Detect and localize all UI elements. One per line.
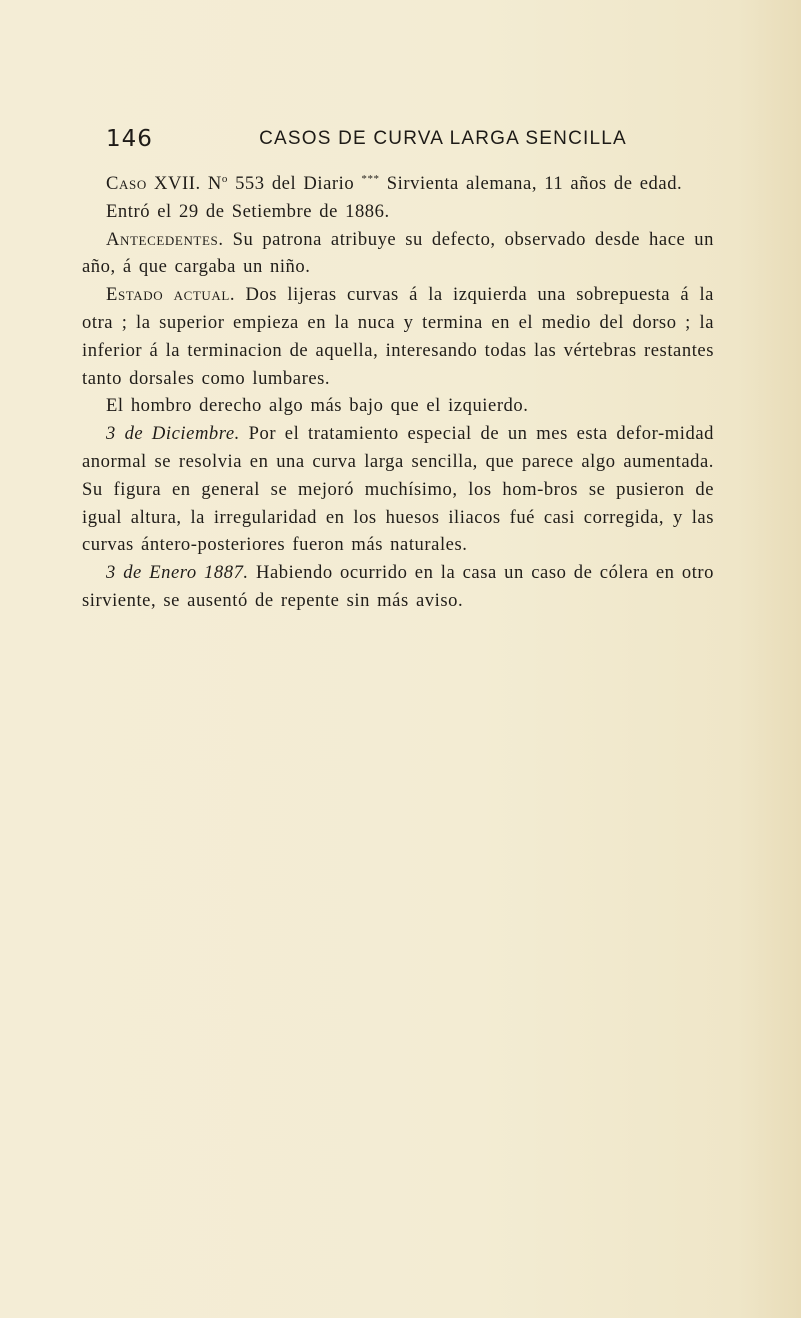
patient-description: Sirvienta alemana, 11 años de edad.	[379, 173, 683, 194]
paragraph-current-state	[82, 281, 714, 392]
january-date: 3 de Enero 1887.	[106, 562, 249, 584]
paragraph-shoulder: El hombro derecho algo más bajo que el izquierdo.	[106, 395, 529, 417]
number-sign-superscript: o	[221, 173, 228, 185]
diary-asterisks: ***	[361, 173, 380, 185]
paragraph-antecedents	[82, 226, 714, 282]
page-number: 146	[106, 126, 153, 152]
page-header	[106, 126, 716, 162]
paragraph-january	[82, 559, 714, 615]
january-text: Habiendo ocurrido en la casa un caso de cólera en otro sirviente, se ausentó de repente sin más aviso.	[82, 562, 715, 611]
case-diary-text: 553 del Diario	[227, 173, 362, 194]
paragraph-case-intro	[82, 170, 714, 198]
current-state-label: Estado actual.	[106, 284, 236, 306]
case-label: Caso	[106, 173, 147, 194]
running-title: CASOS DE CURVA LARGA SENCILLA	[259, 128, 627, 149]
paragraph-december	[82, 420, 714, 559]
december-text: Por el tratamiento especial de un mes esta defor-midad anormal se resolvia en una curva larga sencilla, que parece algo aumentada. Su figura en general se mejoró muchísimo, los hom-bros se pusieron de igual altura, la irregularidad en los huesos iliacos fué casi corregida, y las curvas ántero-posteriores fueron más naturales.	[82, 423, 714, 556]
case-number-text: XVII. N	[146, 173, 222, 194]
current-state-text: Dos lijeras curvas á la izquierda una sobrepuesta á la otra ; la superior empieza en la nuca y termina en el medio del dorso ; la inferior á la terminacion de aquella, interesando todas las vértebras restantes tanto dorsales como lumbares.	[82, 284, 714, 389]
body-text	[82, 170, 714, 615]
december-date: 3 de Diciembre.	[106, 423, 240, 445]
antecedents-text: Su patrona atribuye su defecto, observado desde hace un año, á que cargaba un niño.	[82, 228, 714, 278]
paragraph-admission: Entró el 29 de Setiembre de 1886.	[106, 200, 390, 222]
antecedents-label: Antecedentes.	[106, 228, 224, 250]
